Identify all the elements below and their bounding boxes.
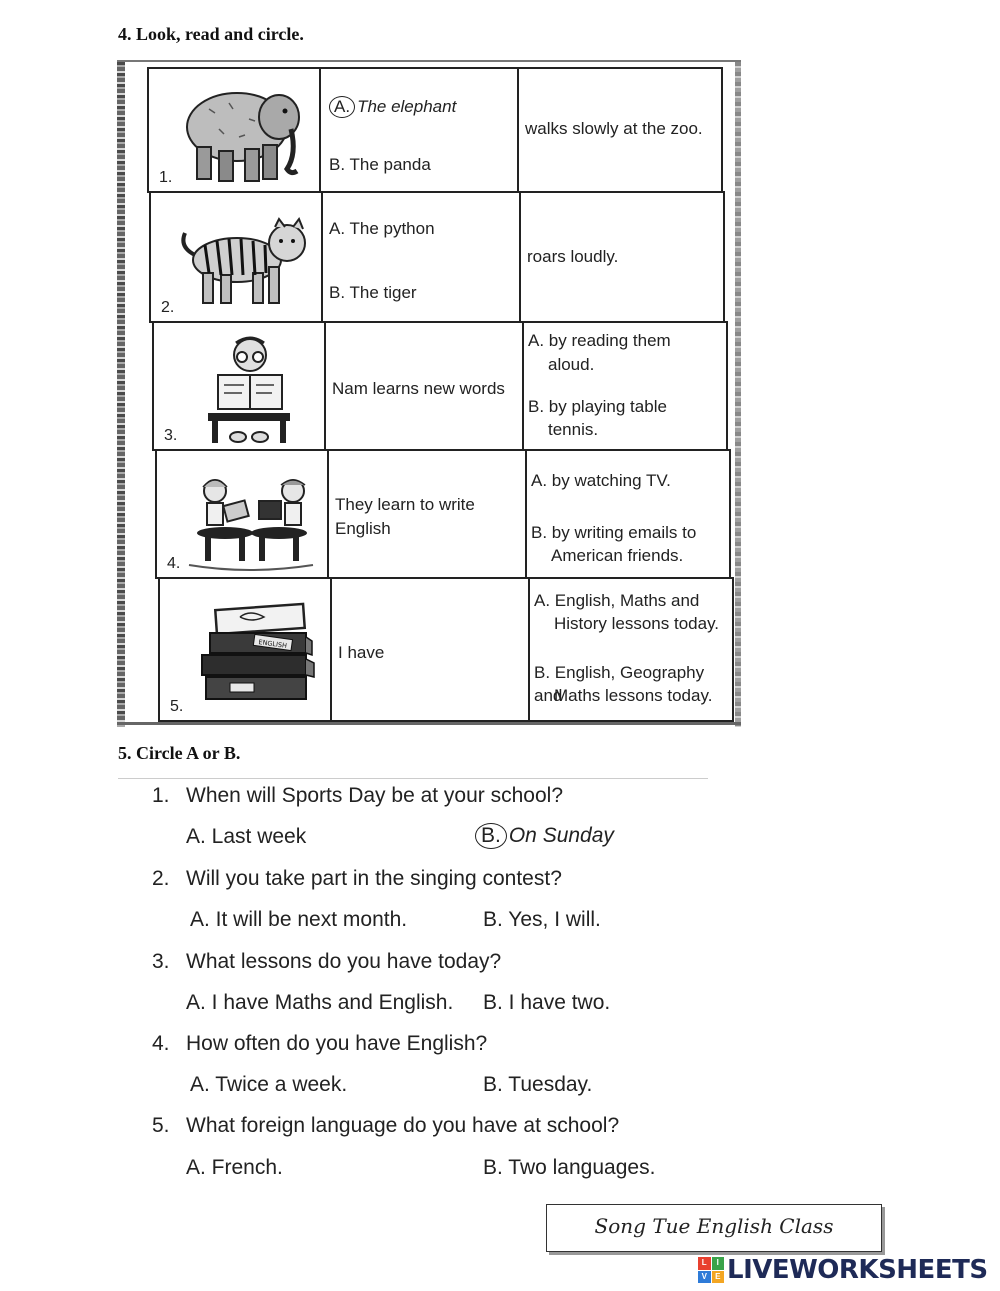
predicate-cell (519, 191, 725, 323)
scan-edge-left (117, 62, 125, 727)
children-at-computers-picture (179, 473, 323, 573)
answer-a[interactable]: A. Twice a week. (190, 1073, 348, 1096)
option-b-continued: Maths lessons today. (554, 686, 713, 705)
table-row-3 (152, 321, 728, 451)
question-number: 5. (152, 1114, 170, 1137)
option-a-text: The elephant (357, 97, 457, 116)
table-row-4 (155, 449, 731, 579)
option-b[interactable]: B. The panda (329, 155, 431, 174)
picture-cell (158, 577, 332, 722)
question-text: What lessons do you have today? (186, 950, 502, 973)
answer-a[interactable]: A. French. (186, 1156, 283, 1179)
options-cell (528, 577, 734, 722)
option-a[interactable] (329, 95, 456, 118)
table-row-1 (147, 67, 723, 193)
question-5 (152, 1114, 619, 1138)
picture-cell (147, 67, 321, 193)
answer-b[interactable] (475, 823, 614, 849)
logo-letter: V (698, 1271, 711, 1284)
question-1 (152, 784, 563, 808)
subject-text: Nam learns new words (332, 379, 505, 398)
question-number: 2. (152, 867, 170, 890)
answer-b[interactable]: B. Tuesday. (483, 1073, 593, 1096)
section-5-heading: 5. Circle A or B. (118, 743, 241, 763)
tiger-picture (175, 205, 315, 310)
option-a[interactable]: A. by watching TV. (531, 471, 671, 490)
liveworksheets-logo[interactable] (698, 1254, 988, 1286)
option-a[interactable]: A. English, Maths and (534, 591, 700, 610)
answer-a[interactable]: A. I have Maths and English. (186, 991, 454, 1014)
answer-b[interactable]: B. Two languages. (483, 1156, 656, 1179)
predicate-text: walks slowly at the zoo. (525, 119, 703, 138)
answer-b[interactable]: B. I have two. (483, 991, 611, 1014)
options-cell (525, 449, 731, 579)
option-a[interactable]: A. The python (329, 219, 435, 238)
answer-b[interactable]: B. Yes, I will. (483, 908, 601, 931)
row-number: 5. (170, 698, 184, 715)
picture-cell (152, 321, 326, 451)
row-number: 2. (161, 299, 175, 316)
question-number: 4. (152, 1032, 170, 1055)
picture-cell (155, 449, 329, 579)
answer-a[interactable]: A. It will be next month. (190, 908, 408, 931)
question-4 (152, 1032, 487, 1056)
brand-name: LIVEWORKSHEETS (727, 1255, 988, 1285)
question-3 (152, 950, 501, 974)
logo-letter: E (712, 1271, 725, 1284)
option-b[interactable]: B. by writing emails to (531, 523, 697, 542)
divider (118, 778, 708, 779)
subject-cell (321, 191, 521, 323)
option-a[interactable]: A. by reading them (528, 331, 671, 350)
question-number: 1. (152, 784, 170, 807)
answer-a[interactable]: A. Last week (186, 825, 307, 848)
row-number: 3. (164, 427, 178, 444)
scan-edge-top (117, 60, 741, 62)
option-a-continued: History lessons today. (554, 614, 720, 633)
option-a-continued: aloud. (548, 355, 595, 374)
subject-cell (330, 577, 530, 722)
option-b[interactable]: B. The tiger (329, 283, 417, 302)
table-row-2 (149, 191, 725, 323)
picture-cell (149, 191, 323, 323)
class-name: Song Tue English Class (594, 1214, 834, 1238)
circled-answer-mark: A. (329, 96, 355, 118)
subject-cell (324, 321, 524, 451)
option-b-continued: tennis. (548, 420, 599, 439)
row-number: 1. (159, 169, 173, 186)
class-name-box (546, 1204, 882, 1252)
subject-text: They learn to write (335, 495, 475, 514)
question-text: Will you take part in the singing contest? (186, 867, 562, 890)
option-b[interactable]: B. English, Geography and (534, 663, 705, 705)
question-text: How often do you have English? (186, 1032, 488, 1055)
liveworksheets-logo-icon (698, 1257, 724, 1283)
options-cell (522, 321, 728, 451)
subject-text: I have (338, 643, 385, 662)
boy-reading-picture (204, 333, 294, 445)
question-2 (152, 867, 562, 891)
subject-text-continued: English (335, 519, 391, 538)
question-number: 3. (152, 950, 170, 973)
table-row-5 (158, 577, 734, 722)
scan-edge-right (735, 62, 741, 727)
section-4-heading: 4. Look, read and circle. (118, 24, 304, 44)
question-text: What foreign language do you have at school? (186, 1114, 620, 1137)
elephant-picture (179, 79, 309, 189)
predicate-cell (517, 67, 723, 193)
scan-edge-bottom (117, 722, 741, 725)
logo-letter: L (698, 1257, 711, 1270)
question-text: When will Sports Day be at your school? (186, 784, 564, 807)
option-b-continued: American friends. (551, 546, 684, 565)
subject-cell (327, 449, 527, 579)
english-book-label: ENGLISH (258, 638, 288, 650)
predicate-text: roars loudly. (527, 247, 619, 266)
option-b[interactable]: B. by playing table (528, 397, 667, 416)
row-number: 4. (167, 555, 181, 572)
logo-letter: I (712, 1257, 725, 1270)
subject-cell (319, 67, 519, 193)
circled-answer-mark: B. (475, 823, 507, 849)
answer-b-text: On Sunday (508, 824, 614, 847)
stack-of-books-picture (200, 601, 320, 705)
